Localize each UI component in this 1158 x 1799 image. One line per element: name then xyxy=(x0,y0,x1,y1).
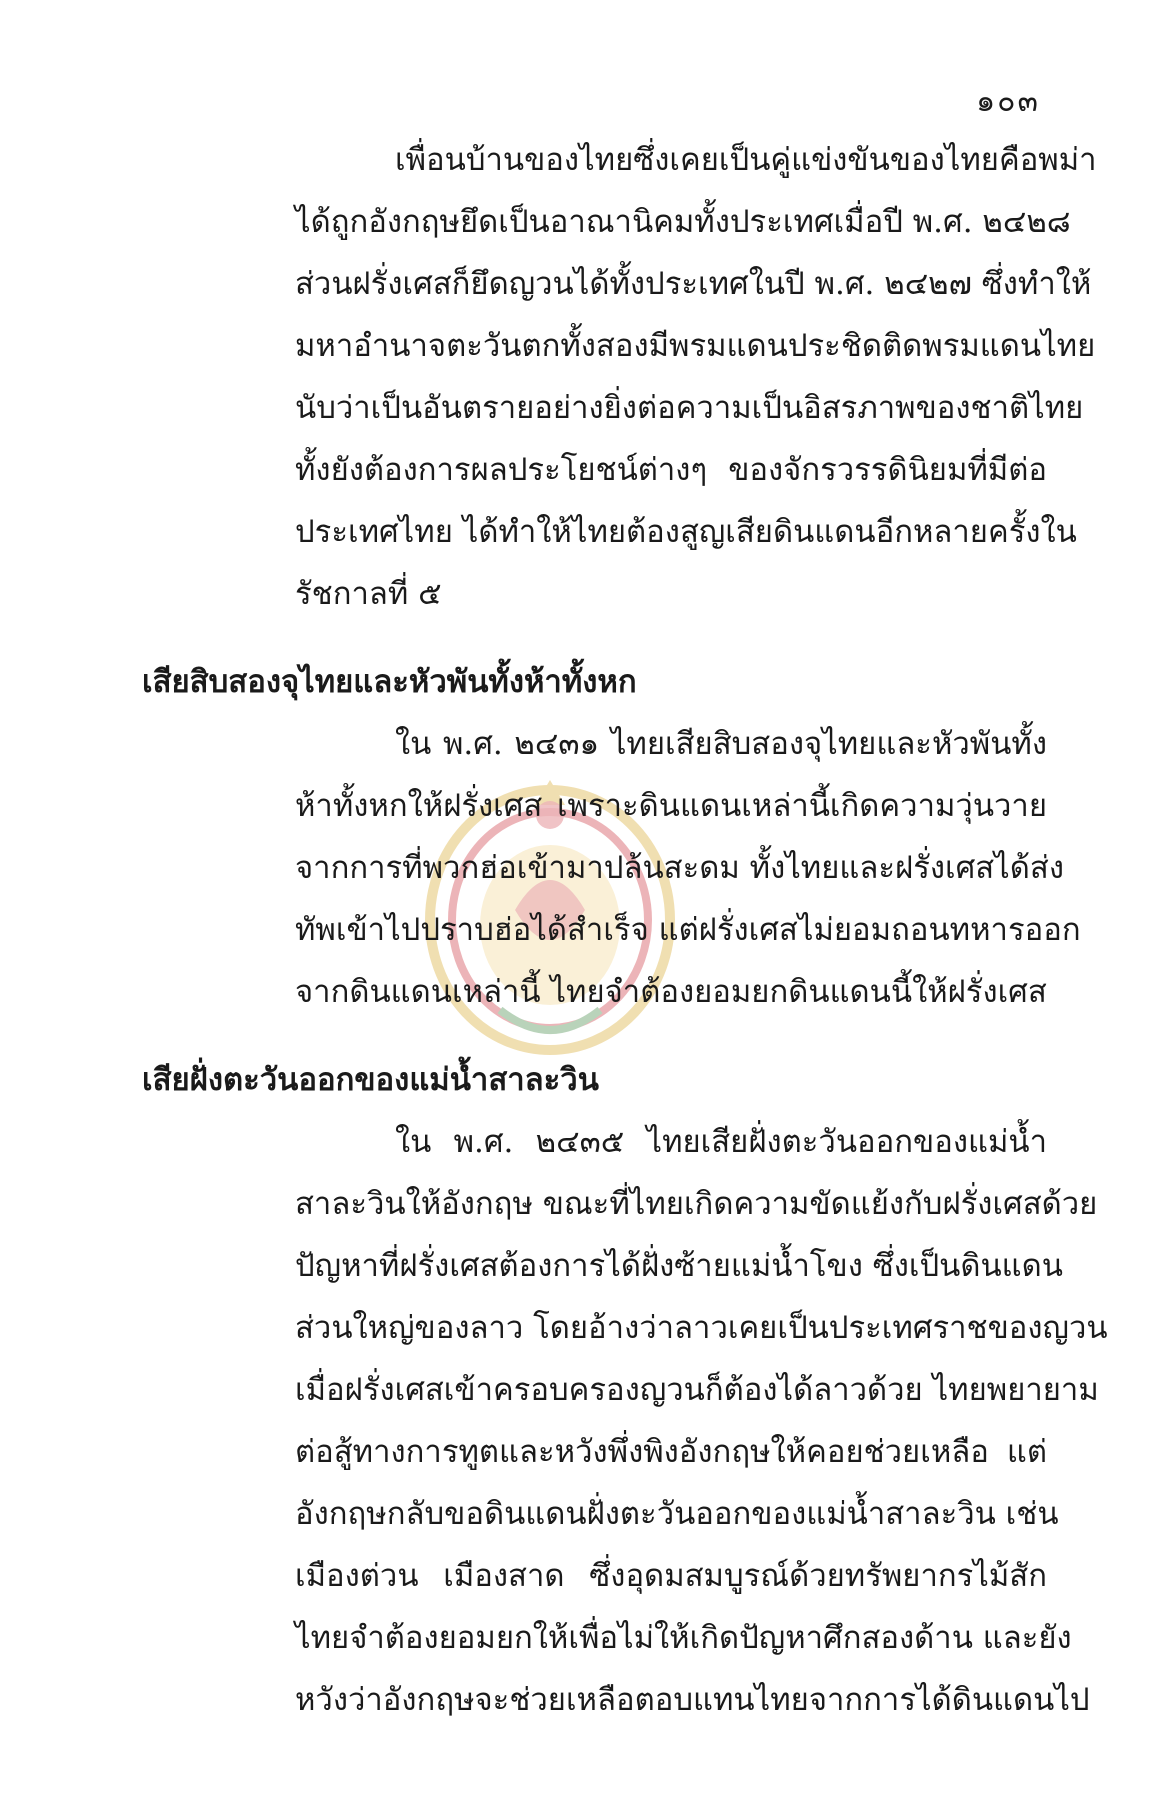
paragraph-line: นับว่าเป็นอันตรายอย่างยิ่งต่อความเป็นอิสรภาพของชาติไทย xyxy=(295,390,1084,426)
page-number: ๑๐๓ xyxy=(976,84,1040,119)
paragraph-line: เพื่อนบ้านของไทยซึ่งเคยเป็นคู่แข่งขันของไทยคือพม่า xyxy=(395,142,1097,178)
paragraph-line: ได้ถูกอังกฤษยึดเป็นอาณานิคมทั้งประเทศเมื่อปี พ.ศ. ๒๔๒๘ xyxy=(295,204,1071,240)
paragraph-line: ไทยจำต้องยอมยกให้เพื่อไม่ให้เกิดปัญหาศึกสองด้าน และยัง xyxy=(295,1620,1072,1656)
paragraph-line: หวังว่าอังกฤษจะช่วยเหลือตอบแทนไทยจากการได้ดินแดนไป xyxy=(295,1682,1090,1718)
paragraph-line: สาละวินให้อังกฤษ ขณะที่ไทยเกิดความขัดแย้งกับฝรั่งเศสด้วย xyxy=(295,1186,1098,1222)
paragraph-line: ปัญหาที่ฝรั่งเศสต้องการได้ฝั่งซ้ายแม่น้ำโขง ซึ่งเป็นดินแดน xyxy=(295,1248,1063,1284)
paragraph-line: จากดินแดนเหล่านี้ ไทยจำต้องยอมยกดินแดนนี้ให้ฝรั่งเศส xyxy=(295,974,1047,1010)
paragraph-line: รัชกาลที่ ๕ xyxy=(295,576,442,612)
section-heading: เสียฝั่งตะวันออกของแม่น้ำสาละวิน xyxy=(142,1062,599,1098)
paragraph-line: ส่วนฝรั่งเศสก็ยึดญวนได้ทั้งประเทศในปี พ.ศ. ๒๔๒๗ ซึ่งทำให้ xyxy=(295,266,1092,302)
paragraph-line: ทั้งยังต้องการผลประโยชน์ต่างๆ ของจักรวรรดินิยมที่มีต่อ xyxy=(295,452,1047,488)
section-heading: เสียสิบสองจุไทยและหัวพันทั้งห้าทั้งหก xyxy=(142,664,637,700)
paragraph-line: ต่อสู้ทางการทูตและหวังพึ่งพิงอังกฤษให้คอยช่วยเหลือ แต่ xyxy=(295,1434,1047,1470)
paragraph-line: เมื่อฝรั่งเศสเข้าครอบครองญวนก็ต้องได้ลาวด้วย ไทยพยายาม xyxy=(295,1372,1099,1408)
paragraph-line: ประเทศไทย ได้ทำให้ไทยต้องสูญเสียดินแดนอีกหลายครั้งใน xyxy=(295,514,1077,550)
paragraph-line: ใน พ.ศ. ๒๔๓๕ ไทยเสียฝั่งตะวันออกของแม่น้ำ xyxy=(395,1124,1047,1160)
paragraph-line: ส่วนใหญ่ของลาว โดยอ้างว่าลาวเคยเป็นประเทศราชของญวน xyxy=(295,1310,1108,1346)
paragraph-line: ใน พ.ศ. ๒๔๓๑ ไทยเสียสิบสองจุไทยและหัวพันทั้ง xyxy=(395,726,1047,762)
paragraph-line: อังกฤษกลับขอดินแดนฝั่งตะวันออกของแม่น้ำสาละวิน เช่น xyxy=(295,1496,1059,1532)
paragraph-line: จากการที่พวกฮ่อเข้ามาปล้นสะดม ทั้งไทยและฝรั่งเศสได้ส่ง xyxy=(295,850,1064,886)
paragraph-line: เมืองต่วน เมืองสาด ซึ่งอุดมสมบูรณ์ด้วยทรัพยากรไม้สัก xyxy=(295,1558,1047,1594)
paragraph-line: มหาอำนาจตะวันตกทั้งสองมีพรมแดนประชิดติดพรมแดนไทย xyxy=(295,328,1096,364)
paragraph-line: ห้าทั้งหกให้ฝรั่งเศส เพราะดินแดนเหล่านี้เกิดความวุ่นวาย xyxy=(295,788,1047,824)
paragraph-line: ทัพเข้าไปปราบฮ่อได้สำเร็จ แต่ฝรั่งเศสไม่ยอมถอนทหารออก xyxy=(295,912,1081,948)
